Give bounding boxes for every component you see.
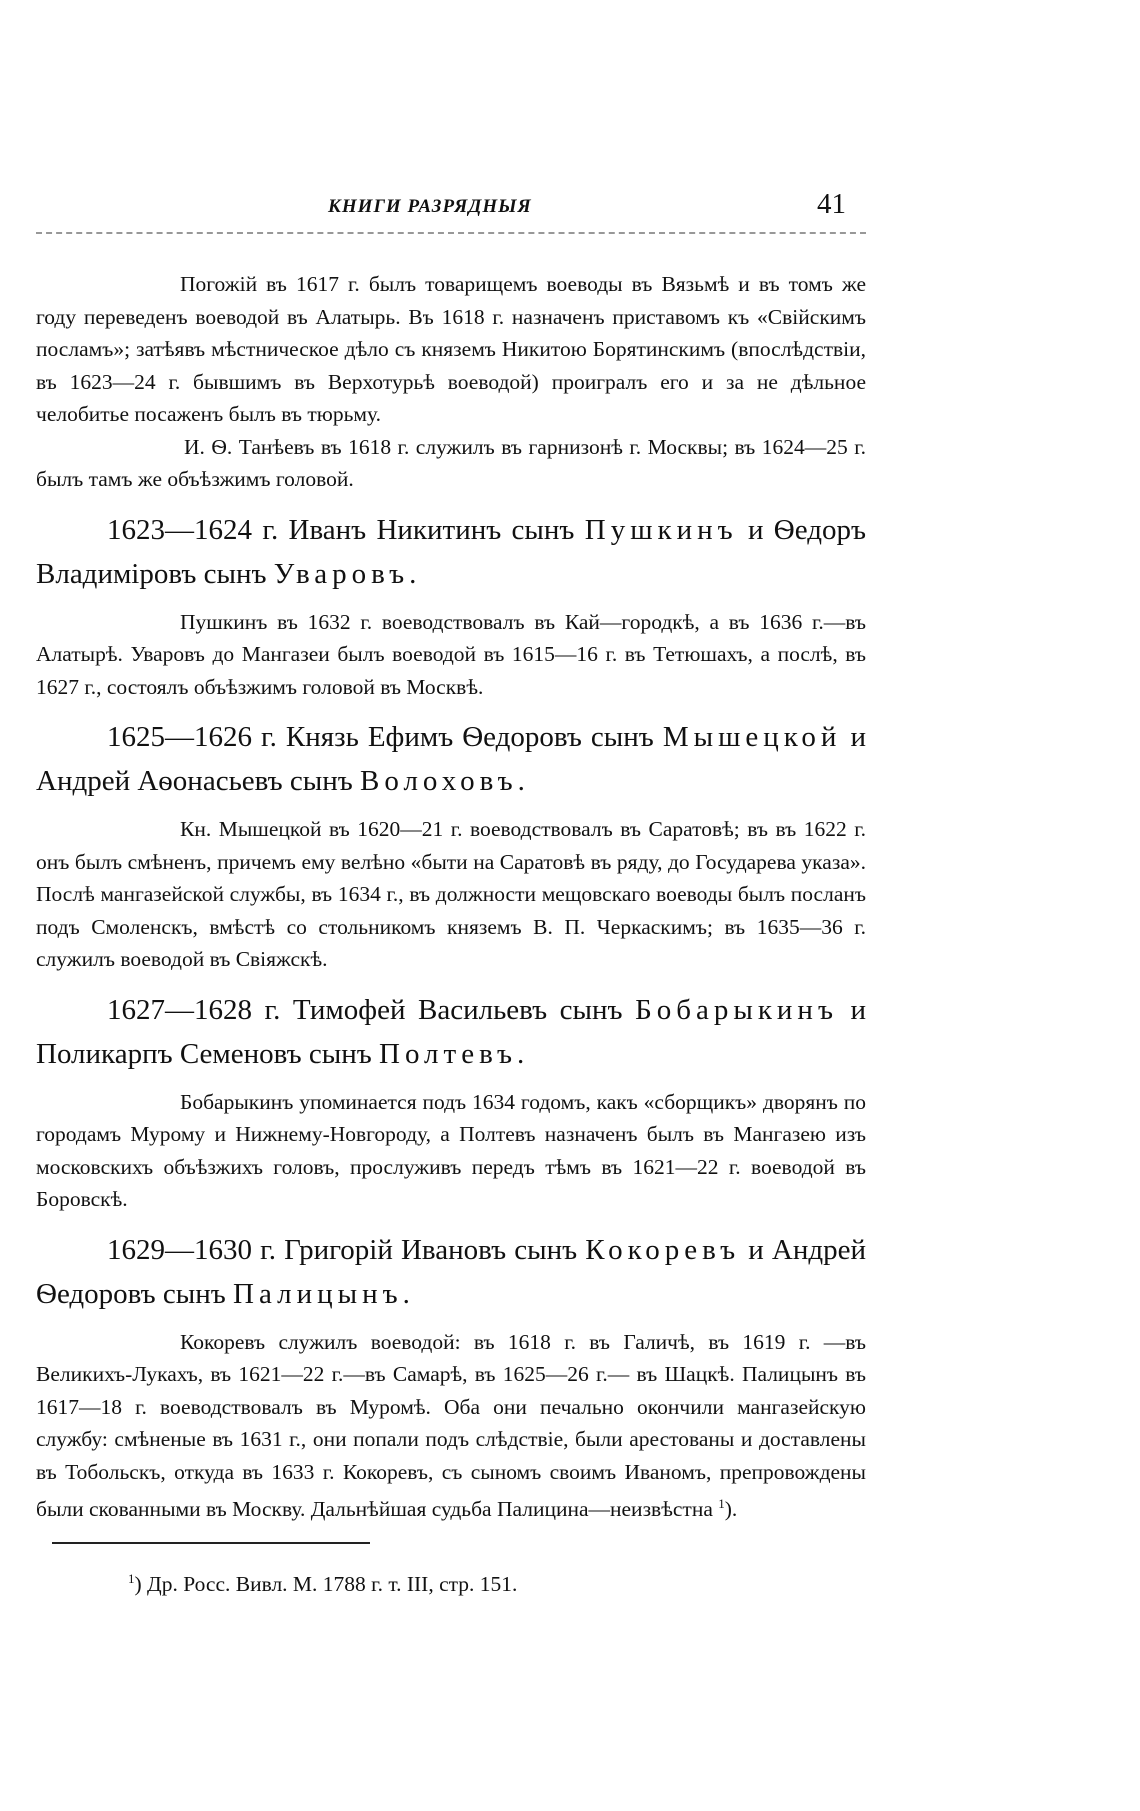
footnote-marker: 1 [128, 1570, 135, 1586]
page-content [36, 268, 866, 1599]
paragraph-myshetskoy: Кн. Мышецкой въ 1620—21 г. воеводствовалъ въ Саратовѣ; въ въ 1622 г. онъ былъ смѣненъ, причемъ ему велѣно «быти на Саратовѣ въ ряду, до Государева указа». Послѣ мангазейской службы, въ 1634 г., въ должности мещовскаго воеводы былъ посланъ подъ Смоленскъ, вмѣстѣ со стольникомъ княземъ В. П. Черкаскимъ; въ 1635—36 г. служилъ воеводой въ Свіяжскѣ. [36, 817, 866, 971]
paragraph-bobarykin: Бобарыкинъ упоминается подъ 1634 годомъ, какъ «сборщикъ» дворянъ по городамъ Мурому и Нижнему-Новгороду, а Полтевъ назначенъ былъ въ Мангазею изъ московскихъ объѣзжихъ головъ, прослуживъ передъ тѣмъ въ 1621—22 г. воеводой въ Боровскѣ. [36, 1089, 866, 1211]
paragraph-pogozhiy: Погожій въ 1617 г. былъ товарищемъ воеводы въ Вязьмѣ и въ томъ же году переведенъ воеводой въ Алатырь. Въ 1618 г. назначенъ приставомъ къ «Свійскимъ посламъ»; затѣявъ мѣстническое дѣло съ княземъ Никитою Борятинскимъ (впослѣдствіи, въ 1623—24 г. бывшимъ въ Верхотурьѣ воеводой) проигралъ его и за не дѣльное челобитье посаженъ былъ въ тюрьму. [36, 272, 866, 426]
header-rule [36, 232, 866, 234]
paragraph-kokorev: Кокоревъ служилъ воеводой: въ 1618 г. въ Галичѣ, въ 1619 г. —въ Великихъ-Лукахъ, въ 1621—22 г.—въ Самарѣ, въ 1625—26 г.— въ Шацкѣ. Палицынъ въ 1617—18 г. воеводствовалъ въ Муромѣ. Оба они печально окончили мангазейскую службу: смѣненые въ 1631 г., они попали подъ слѣдствіе, были арестованы и доставлены въ Тобольскъ, откуда въ 1633 г. Кокоревъ, съ сыномъ своимъ Иваномъ, препровождены были скованными въ Москву. Дальнѣйшая судьба Палицина—неизвѣстна $^1$). [36, 1329, 866, 1522]
page-header [36, 190, 866, 232]
paragraph-pushkin: Пушкинъ въ 1632 г. воеводствовалъ въ Кай—городкѣ, а въ 1636 г.—въ Алатырѣ. Уваровъ до Мангазеи былъ воеводой въ 1615—16 г. въ Тетюшахъ, а послѣ, въ 1627 г., состоялъ объѣзжимъ головой въ Москвѣ. [36, 609, 866, 699]
running-head: КНИГИ РАЗРЯДНЫЯ [328, 196, 532, 217]
paragraph-taneev: И. Ѳ. Танѣевъ въ 1618 г. служилъ въ гарнизонѣ г. Москвы; въ 1624—25 г. былъ тамъ же объѣзжимъ головой. [36, 434, 866, 491]
footnote-rule [52, 1542, 370, 1544]
footnote [128, 1564, 866, 1599]
footnote-ref[interactable]: 1 [718, 1496, 725, 1511]
book-page [36, 190, 866, 1599]
page-number: 41 [817, 188, 846, 220]
entry-heading-1627: 1627—1628 г. Тимофей Васильевъ сынъ Бобарыкинъ и Поликарпъ Семеновъ сынъ Полтевъ. [36, 993, 866, 1070]
entry-heading-1629: 1629—1630 г. Григорій Ивановъ сынъ Кокоревъ и Андрей Ѳедоровъ сынъ Палицынъ. [36, 1233, 866, 1310]
entry-heading-1623: 1623—1624 г. Иванъ Никитинъ сынъ Пушкинъ и Ѳедоръ Владиміровъ сынъ Уваровъ. [36, 513, 866, 590]
entry-heading-1625: 1625—1626 г. Князь Ефимъ Ѳедоровъ сынъ Мышецкой и Андрей Аѳонасьевъ сынъ Волоховъ. [36, 721, 866, 797]
footnote-text: ) Др. Росс. Вивл. М. 1788 г. т. III, стр. 151. [134, 1571, 518, 1596]
